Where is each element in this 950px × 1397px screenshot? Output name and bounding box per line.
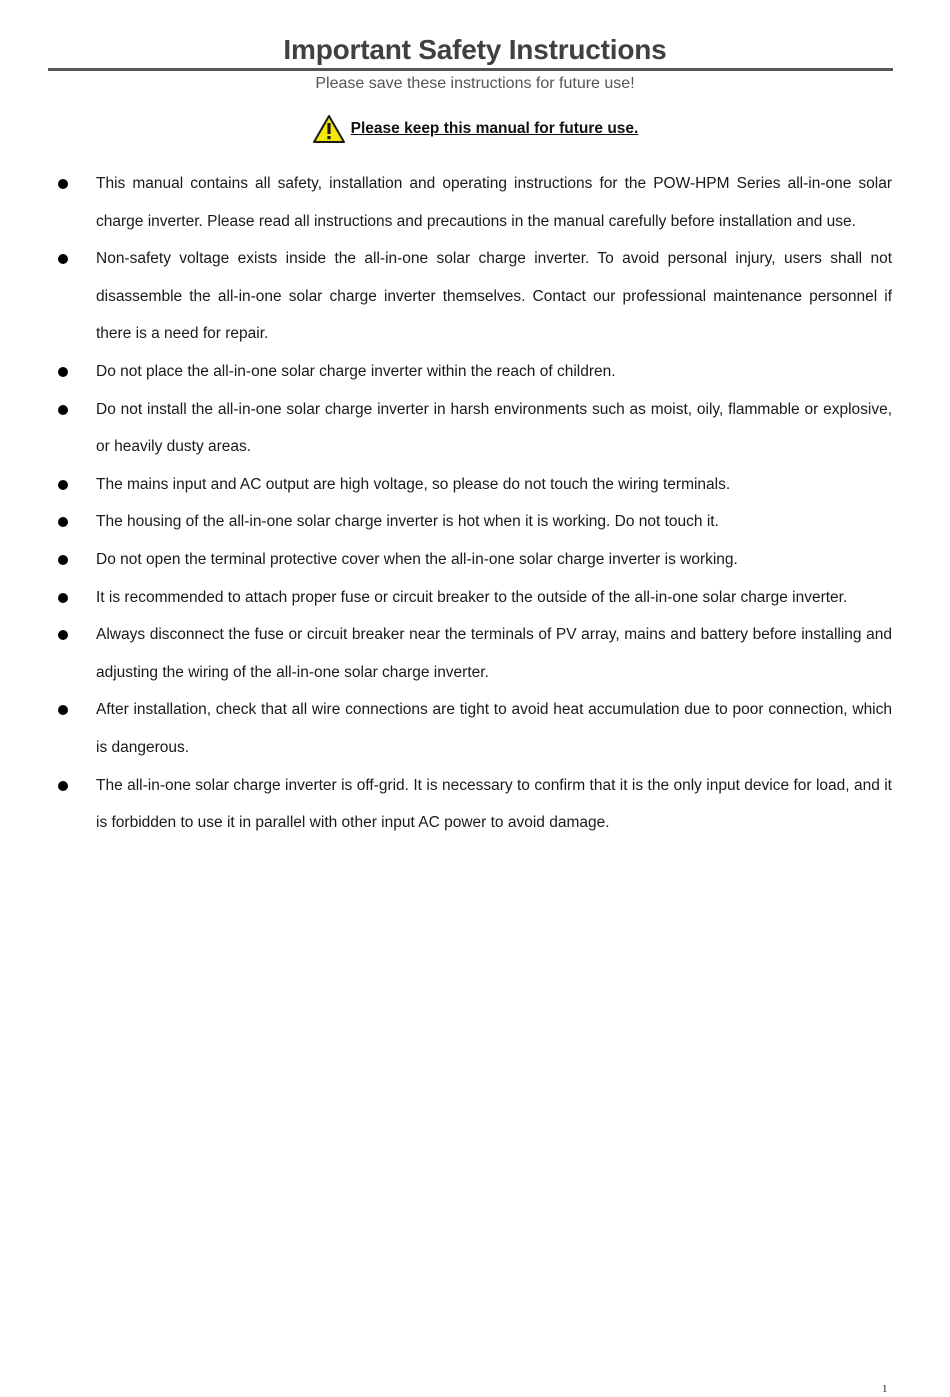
list-item: [0, 503, 950, 541]
notice-text: Please keep this manual for future use.: [350, 120, 639, 137]
list-item-text: It is recommended to attach proper fuse or circuit breaker to the outside of the all-in-one solar charge inverter.: [96, 588, 848, 606]
list-item-text: Always disconnect the fuse or circuit breaker near the terminals of PV array, mains and battery before installing and adjusting the wiring of the all-in-one solar charge inverter.: [96, 626, 892, 681]
list-item-text: Do not install the all-in-one solar charge inverter in harsh environments such as moist, oily, flammable or explosive, or heavily dusty areas.: [96, 400, 892, 456]
list-item-text: Non-safety voltage exists inside the all-in-one solar charge inverter. To avoid personal injury, users shall not disassemble the all-in-one solar charge inverter themselves. Contact our professional maintenance personnel if there is a need for repair.: [96, 250, 892, 343]
bullet-icon: [58, 593, 68, 603]
list-item-text: The all-in-one solar charge inverter is off-grid. It is necessary to confirm that it is the only input device for load, and it is forbidden to use it in parallel with other input AC power to avoid damage.: [96, 776, 892, 832]
list-item: [0, 466, 950, 504]
bullet-icon: [58, 405, 68, 415]
bullet-icon: [58, 254, 68, 264]
list-item: [0, 767, 950, 842]
list-item-text: The housing of the all-in-one solar charge inverter is hot when it is working. Do not touch it.: [96, 513, 719, 531]
warning-triangle-icon: [312, 114, 346, 144]
list-item-text: Do not place the all-in-one solar charge inverter within the reach of children.: [96, 362, 616, 380]
bullet-icon: [58, 517, 68, 527]
bullet-icon: [58, 480, 68, 490]
page-number: 1: [882, 1383, 888, 1395]
list-item: [0, 240, 950, 353]
list-item: [0, 541, 950, 579]
bullet-icon: [58, 179, 68, 189]
page-subtitle: Please save these instructions for future use!: [315, 75, 635, 92]
list-item-text: This manual contains all safety, installation and operating instructions for the POW-HPM Series all-in-one solar charge inverter. Please read all instructions and precautions in the manual carefully before installation and use.: [96, 175, 892, 230]
page-title: Important Safety Instructions: [283, 34, 667, 65]
list-item: [0, 165, 950, 240]
list-item-text: Do not open the terminal protective cover when the all-in-one solar charge inverter is working.: [96, 550, 738, 568]
list-item-text: After installation, check that all wire connections are tight to avoid heat accumulation due to poor connection, which is dangerous.: [96, 701, 892, 756]
list-item-text: The mains input and AC output are high voltage, so please do not touch the wiring terminals.: [96, 475, 731, 493]
bullet-icon: [58, 705, 68, 715]
safety-instructions-list: [0, 165, 950, 842]
list-item: [0, 579, 950, 617]
manual-notice: [0, 114, 950, 144]
title-divider: [48, 68, 893, 71]
bullet-icon: [58, 781, 68, 791]
list-item: [0, 353, 950, 391]
bullet-icon: [58, 630, 68, 640]
bullet-icon: [58, 555, 68, 565]
list-item: [0, 691, 950, 766]
bullet-icon: [58, 367, 68, 377]
list-item: [0, 616, 950, 691]
list-item: [0, 391, 950, 466]
